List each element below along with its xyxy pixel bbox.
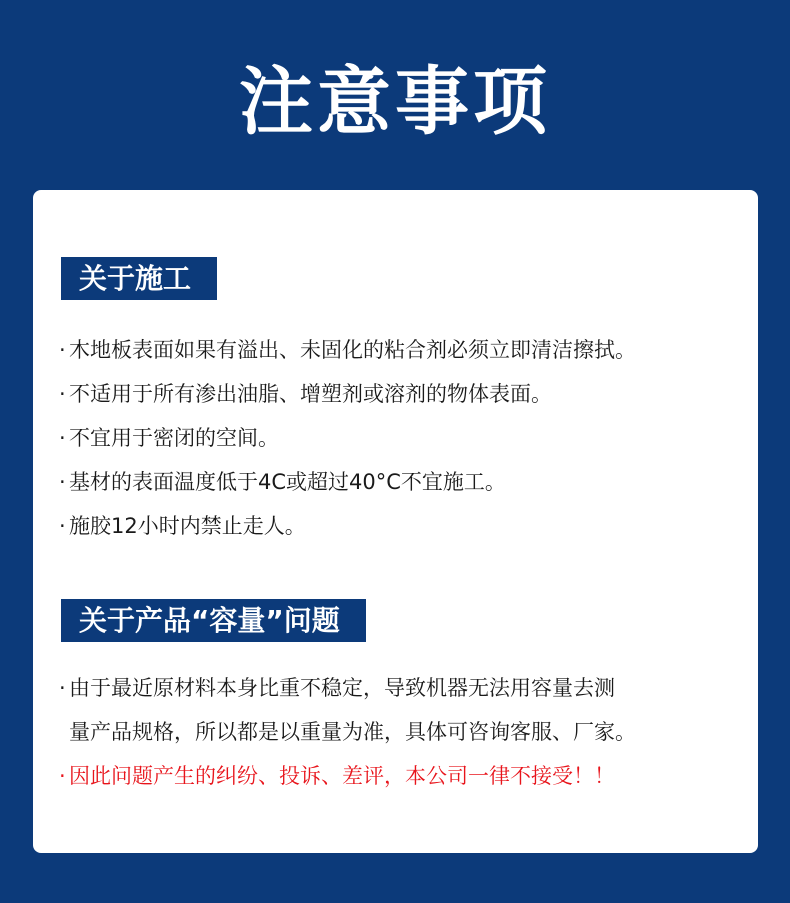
capacity-notes-list [59, 666, 636, 798]
warning-item: · 因此问题产生的纠纷、投诉、差评，本公司一律不接受！！ [59, 754, 636, 798]
list-item: · 不适用于所有渗出油脂、增塑剂或溶剂的物体表面。 [59, 372, 636, 416]
page-title: 注意事项 [239, 59, 551, 145]
list-item: · 由于最近原材料本身比重不稳定，导致机器无法用容量去测 [59, 666, 636, 710]
list-item: · 基材的表面温度低于4C或超过40°C不宜施工。 [59, 460, 636, 504]
list-item: · 不宜用于密闭的空间。 [59, 416, 636, 460]
section-heading-construction: 关于施工 [61, 257, 217, 300]
list-item-continuation: 量产品规格，所以都是以重量为准，具体可咨询客服、厂家。 [69, 720, 636, 744]
notice-card [33, 190, 758, 853]
section-heading-capacity: 关于产品“容量”问题 [61, 599, 366, 642]
list-item: · 施胶12小时内禁止走人。 [59, 504, 636, 548]
list-item: · 木地板表面如果有溢出、未固化的粘合剂必须立即清洁擦拭。 [59, 328, 636, 372]
construction-notes-list [59, 328, 636, 548]
